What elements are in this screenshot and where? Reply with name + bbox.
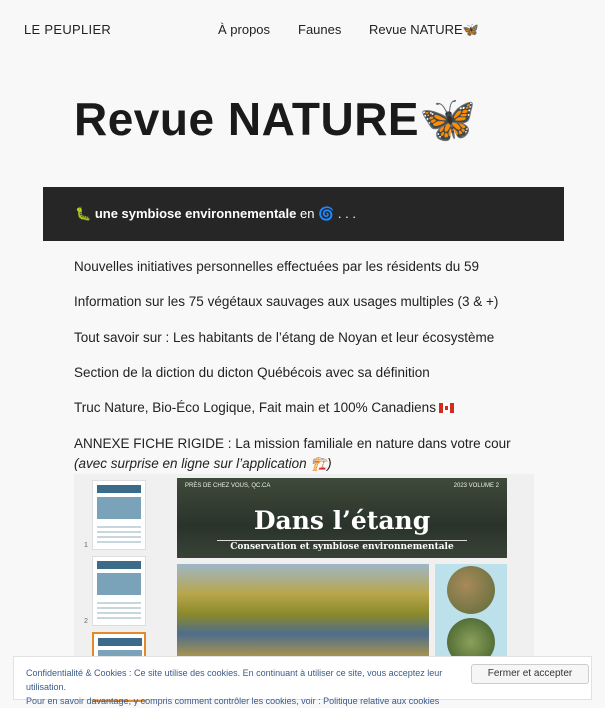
page-thumbnail[interactable] [92, 556, 146, 626]
pond-photo [177, 564, 429, 664]
canada-flag-icon [439, 403, 454, 413]
content-line-annex-note: (avec surprise en ligne sur l’application 🏗️) [74, 456, 332, 471]
content-line-text: Truc Nature, Bio-Éco Logique, Fait main et 100% Canadiens [74, 400, 436, 415]
animal-photo-circle [447, 566, 495, 614]
content-line-with-flag [74, 400, 454, 415]
cookie-policy-link[interactable]: Politique relative aux cookies [323, 696, 440, 706]
magazine-preview[interactable] [74, 474, 534, 664]
page-title: Revue NATURE🦋 [74, 93, 477, 145]
content-line: Information sur les 75 végétaux sauvages aux usages multiples (3 & +) [74, 294, 499, 309]
cookie-more-info: Pour en savoir davantage, y compris comment contrôler les cookies, voir : [26, 696, 321, 706]
close-and-accept-button[interactable]: Fermer et accepter [471, 664, 589, 684]
cover-subtitle: Conservation et symbiose environnementale [230, 542, 454, 552]
cover-tag-right: 2023 VOLUME 2 [453, 483, 499, 489]
banner-text [75, 206, 356, 222]
side-photo-panel [435, 564, 507, 664]
nav-item-faunes[interactable]: Faunes [298, 22, 342, 37]
intro-banner [43, 187, 564, 241]
cover-title: Dans l’étang [253, 506, 431, 535]
top-navigation [0, 0, 605, 60]
cookie-notice: Confidentialité & Cookies : Ce site utilise des cookies. En continuant à utiliser ce site, vous acceptez leur utilisation. [26, 668, 443, 692]
magazine-cover-header [177, 478, 507, 558]
banner-suffix-text: en 🌀 . . . [300, 206, 356, 221]
cookie-text [26, 666, 456, 708]
cookie-banner [13, 656, 592, 706]
cover-divider [217, 540, 467, 541]
content-line: Nouvelles initiatives personnelles effectuées par les résidents du 59 [74, 259, 479, 274]
content-line-annex: ANNEXE FICHE RIGIDE : La mission familiale en nature dans votre cour [74, 436, 511, 451]
nav-item-a-propos[interactable]: À propos [218, 22, 271, 37]
page-number: 2 [84, 618, 88, 625]
cover-tag-left: PRÈS DE CHEZ VOUS, QC.CA [185, 483, 271, 489]
banner-bold-text: une symbiose environnementale [94, 206, 297, 221]
caterpillar-icon: 🐛 [75, 206, 92, 221]
content-line: Tout savoir sur : Les habitants de l’étang de Noyan et leur écosystème [74, 330, 495, 345]
content-line: Section de la diction du dicton Québécois avec sa définition [74, 365, 430, 380]
nav-item-revue-nature[interactable]: Revue NATURE🦋 [369, 22, 479, 37]
page-thumbnail[interactable] [92, 480, 146, 550]
site-title-link[interactable]: LE PEUPLIER [24, 22, 112, 37]
page-number: 1 [84, 542, 88, 549]
